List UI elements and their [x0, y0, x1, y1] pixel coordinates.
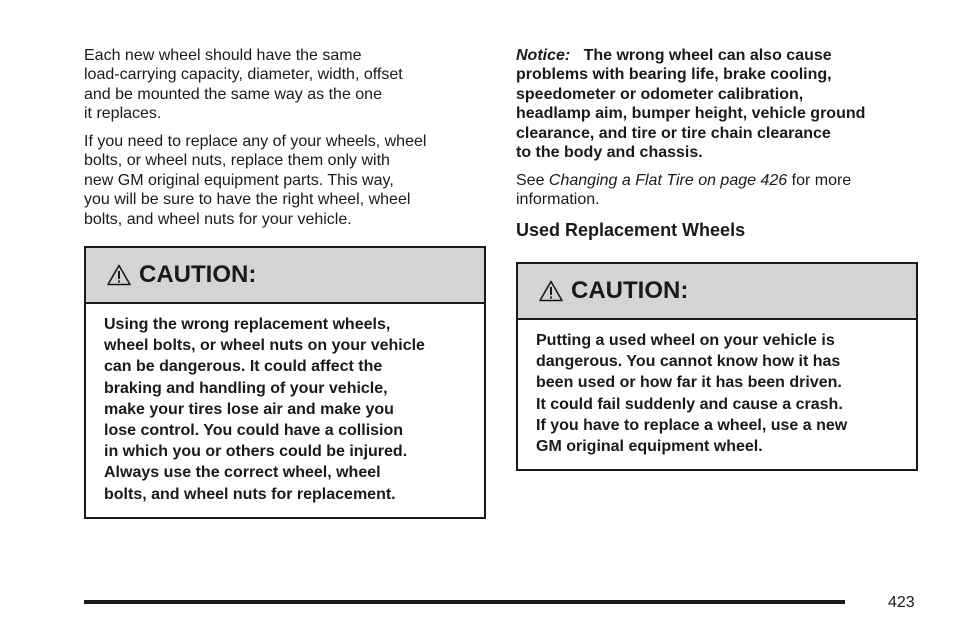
text-line: problems with bearing life, brake cooling,: [516, 66, 832, 84]
text-line: it replaces.: [84, 105, 162, 123]
caution-line: It could fail suddenly and cause a crash.: [536, 395, 843, 413]
footer-rule: [84, 600, 845, 604]
text-line: and be mounted the same way as the one: [84, 85, 382, 103]
caution-line: in which you or others could be injured.: [104, 443, 408, 461]
wheel-requirements-paragraph: [84, 46, 403, 124]
text-line: bolts, or wheel nuts, replace them only with: [84, 152, 390, 170]
caution-box-used-wheels: [516, 262, 918, 471]
see-suffix: for more: [787, 172, 852, 189]
caution-text: [104, 314, 425, 505]
text-line: you will be sure to have the right wheel, wheel: [84, 191, 411, 209]
text-line: speedometer or odometer calibration,: [516, 85, 804, 103]
text-line: new GM original equipment parts. This way,: [84, 171, 394, 189]
text-line: Each new wheel should have the same: [84, 47, 362, 64]
warning-triangle-icon: [539, 280, 563, 302]
caution-line: braking and handling of your vehicle,: [104, 379, 388, 397]
section-heading: Used Replacement Wheels: [516, 220, 746, 240]
text-line: bolts, and wheel nuts for your vehicle.: [84, 210, 352, 228]
notice-first-line: [516, 46, 865, 65]
text-line: clearance, and tire or tire chain clearance: [516, 124, 831, 142]
caution-line: Putting a used wheel on your vehicle is: [536, 332, 835, 349]
text-line: to the body and chassis.: [516, 144, 703, 162]
page-number: 423: [888, 594, 915, 611]
see-prefix: See: [516, 172, 549, 189]
caution-title: CAUTION:: [139, 261, 257, 288]
text-line: information.: [516, 191, 600, 209]
replacement-parts-paragraph: [84, 132, 426, 229]
caution-line: bolts, and wheel nuts for replacement.: [104, 485, 396, 503]
caution-line: If you have to replace a wheel, use a new: [536, 416, 848, 434]
text-line: If you need to replace any of your wheels, wheel: [84, 133, 427, 150]
caution-line: lose control. You could have a collision: [104, 422, 404, 440]
caution-header: [86, 248, 484, 304]
caution-line: Using the wrong replacement wheels,: [104, 316, 391, 333]
caution-line: can be dangerous. It could affect the: [104, 358, 383, 376]
notice-paragraph: [516, 46, 865, 162]
caution-line: dangerous. You cannot know how it has: [536, 353, 841, 371]
caution-line: GM original equipment wheel.: [536, 438, 763, 456]
caution-line: wheel bolts, or wheel nuts on your vehicle: [104, 337, 425, 355]
cross-reference-link[interactable]: Changing a Flat Tire on page 426: [548, 172, 788, 189]
caution-header: [518, 264, 916, 320]
see-also-line: [516, 171, 851, 190]
text-line: headlamp aim, bumper height, vehicle ground: [516, 105, 866, 123]
caution-line: been used or how far it has been driven.: [536, 374, 842, 392]
caution-line: Always use the correct wheel, wheel: [104, 464, 381, 482]
text-line: The wrong wheel can also cause: [583, 47, 832, 64]
caution-line: make your tires lose air and make you: [104, 400, 394, 418]
caution-title: CAUTION:: [571, 277, 689, 304]
see-also-paragraph: [516, 171, 851, 210]
text-line: load-carrying capacity, diameter, width, offset: [84, 66, 403, 84]
caution-box-wrong-wheels: [84, 246, 486, 519]
caution-text: [536, 330, 847, 457]
notice-label: Notice:: [516, 47, 571, 64]
warning-triangle-icon: [107, 264, 131, 286]
